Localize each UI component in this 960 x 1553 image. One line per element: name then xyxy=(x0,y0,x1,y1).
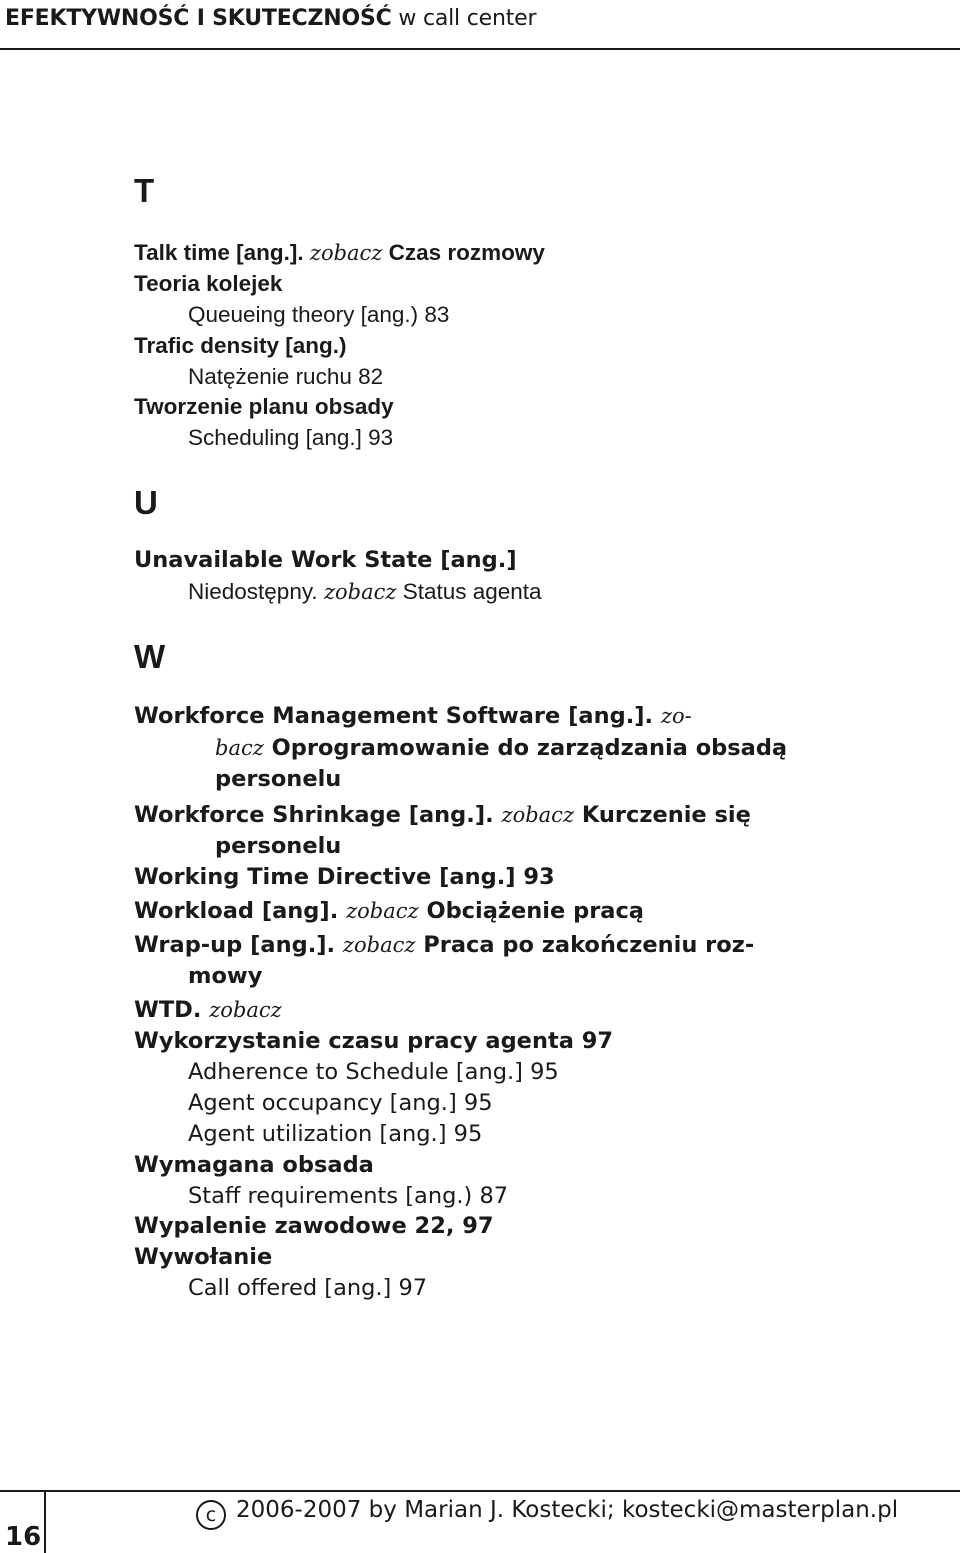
page-number: 16 xyxy=(5,1522,42,1552)
subentry-agent-utilization: Agent utilization [ang.] 95 xyxy=(188,1121,483,1147)
page-number-divider xyxy=(44,1491,46,1553)
entry-workforce-shrinkage: Workforce Shrinkage [ang.]. zobacz Kurczenie się xyxy=(134,802,751,828)
entry-wypalenie-zawodowe: Wypalenie zawodowe 22, 97 xyxy=(134,1213,494,1239)
entry-wfm-software: Workforce Management Software [ang.]. zo- xyxy=(134,703,692,729)
subentry-queueing-theory: Queueing theory [ang.) 83 xyxy=(188,302,450,327)
subentry-staff-requirements: Staff requirements [ang.) 87 xyxy=(188,1183,509,1209)
page-header xyxy=(0,6,960,44)
entry-unavailable-work-state: Unavailable Work State [ang.] xyxy=(134,547,517,573)
entry-talk-time: Talk time [ang.]. zobacz Czas rozmowy xyxy=(134,240,545,265)
subentry-niedostepny: Niedostępny. zobacz Status agenta xyxy=(188,579,542,604)
entry-trafic-density: Trafic density [ang.) xyxy=(134,333,347,358)
entry-tworzenie-planu: Tworzenie planu obsady xyxy=(134,394,394,419)
entry-teoria-kolejek: Teoria kolejek xyxy=(134,271,283,296)
entry-shrinkage-continuation: personelu xyxy=(215,833,342,859)
section-letter-t: T xyxy=(134,172,155,209)
entry-working-time-directive: Working Time Directive [ang.] 93 xyxy=(134,864,555,890)
entry-wfm-continuation: bacz Oprogramowanie do zarządzania obsadą xyxy=(215,735,788,761)
section-letter-w: W xyxy=(134,638,166,675)
entry-wywolanie: Wywołanie xyxy=(134,1244,273,1270)
copyright-icon: c xyxy=(196,1500,226,1530)
entry-wymagana-obsada: Wymagana obsada xyxy=(134,1152,374,1178)
subentry-adherence: Adherence to Schedule [ang.] 95 xyxy=(188,1059,559,1085)
header-rule xyxy=(0,48,960,50)
entry-wykorzystanie: Wykorzystanie czasu pracy agenta 97 xyxy=(134,1028,614,1054)
subentry-call-offered: Call offered [ang.] 97 xyxy=(188,1275,428,1301)
copyright-notice: c 2006-2007 by Marian J. Kostecki; kostecki@masterplan.pl xyxy=(196,1497,898,1530)
footer-rule xyxy=(0,1490,960,1492)
subentry-agent-occupancy: Agent occupancy [ang.] 95 xyxy=(188,1090,493,1116)
section-letter-u: U xyxy=(134,484,158,521)
entry-wtd: WTD. zobacz xyxy=(134,997,282,1023)
subentry-natezenie-ruchu: Natężenie ruchu 82 xyxy=(188,364,384,389)
entry-wfm-continuation-2: personelu xyxy=(215,766,342,792)
entry-wrap-up-continuation: mowy xyxy=(188,963,263,989)
entry-workload: Workload [ang]. zobacz Obciążenie pracą xyxy=(134,898,644,924)
subentry-scheduling: Scheduling [ang.] 93 xyxy=(188,425,394,450)
running-title: EFEKTYWNOŚĆ I SKUTECZNOŚĆ w call center xyxy=(5,6,537,31)
entry-wrap-up: Wrap-up [ang.]. zobacz Praca po zakończeniu roz- xyxy=(134,932,755,958)
